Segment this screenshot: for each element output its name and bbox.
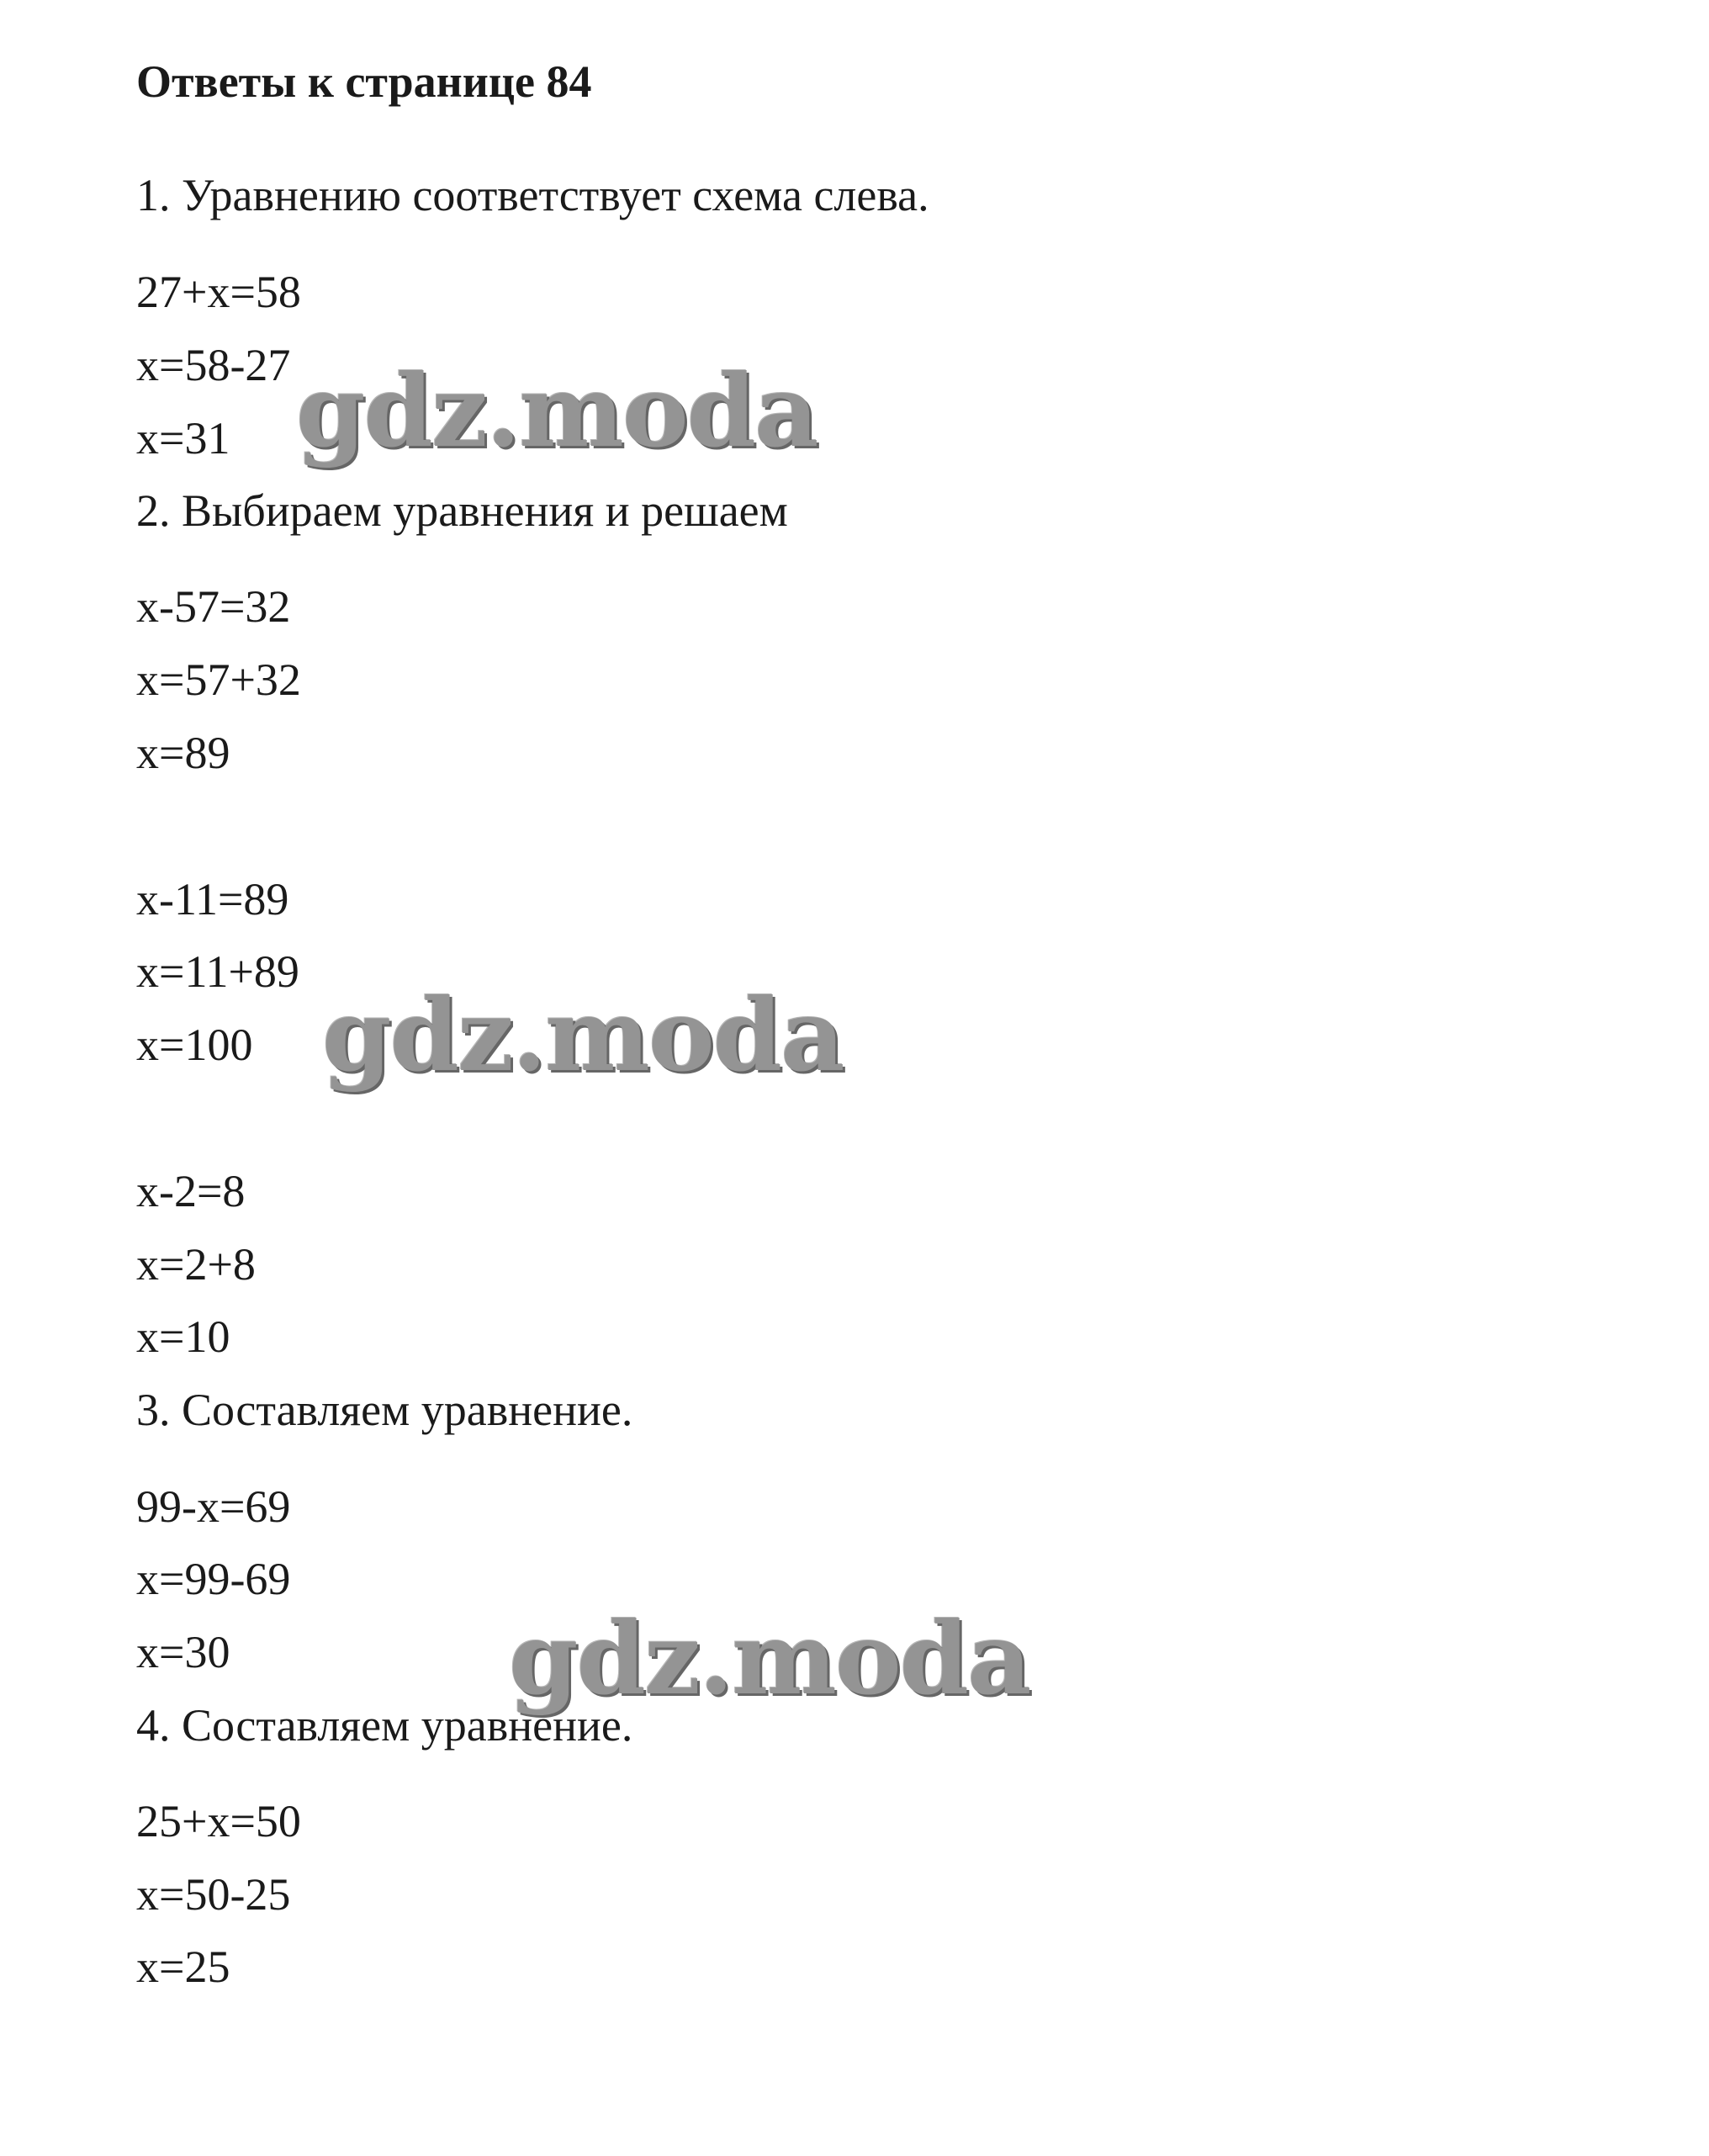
watermark-logo: gdz.moda (296, 352, 817, 469)
watermark-logo: gdz.moda (509, 1600, 1030, 1717)
equation-line: x=89 (136, 728, 230, 778)
equation-line: x-57=32 (136, 581, 291, 632)
equation-line: x=50-25 (136, 1869, 291, 1920)
task-1-heading: 1. Уравнению соответствует схема слева. (136, 170, 929, 220)
task-3-heading: 3. Составляем уравнение. (136, 1385, 633, 1435)
equation-line: x-11=89 (136, 874, 289, 924)
equation-line: 25+x=50 (136, 1796, 301, 1846)
equation-line: x=31 (136, 413, 230, 464)
equation-line: x=99-69 (136, 1554, 291, 1604)
equation-line: x=30 (136, 1627, 230, 1677)
equation-line: x=25 (136, 1941, 230, 1992)
equation-line: x-2=8 (136, 1166, 246, 1216)
equation-line: x=11+89 (136, 946, 299, 997)
task-2-heading: 2. Выбираем уравнения и решаем (136, 485, 788, 536)
equation-line: x=100 (136, 1020, 253, 1070)
equation-line: 99-x=69 (136, 1481, 291, 1532)
equation-line: x=57+32 (136, 654, 301, 705)
equation-line: 27+x=58 (136, 267, 301, 317)
equation-line: x=2+8 (136, 1239, 256, 1290)
task-4-heading: 4. Составляем уравнение. (136, 1700, 633, 1751)
page-title: Ответы к странице 84 (136, 56, 592, 107)
equation-line: x=10 (136, 1311, 230, 1362)
equation-line: x=58-27 (136, 340, 291, 390)
watermark-logo: gdz.moda (322, 977, 844, 1094)
